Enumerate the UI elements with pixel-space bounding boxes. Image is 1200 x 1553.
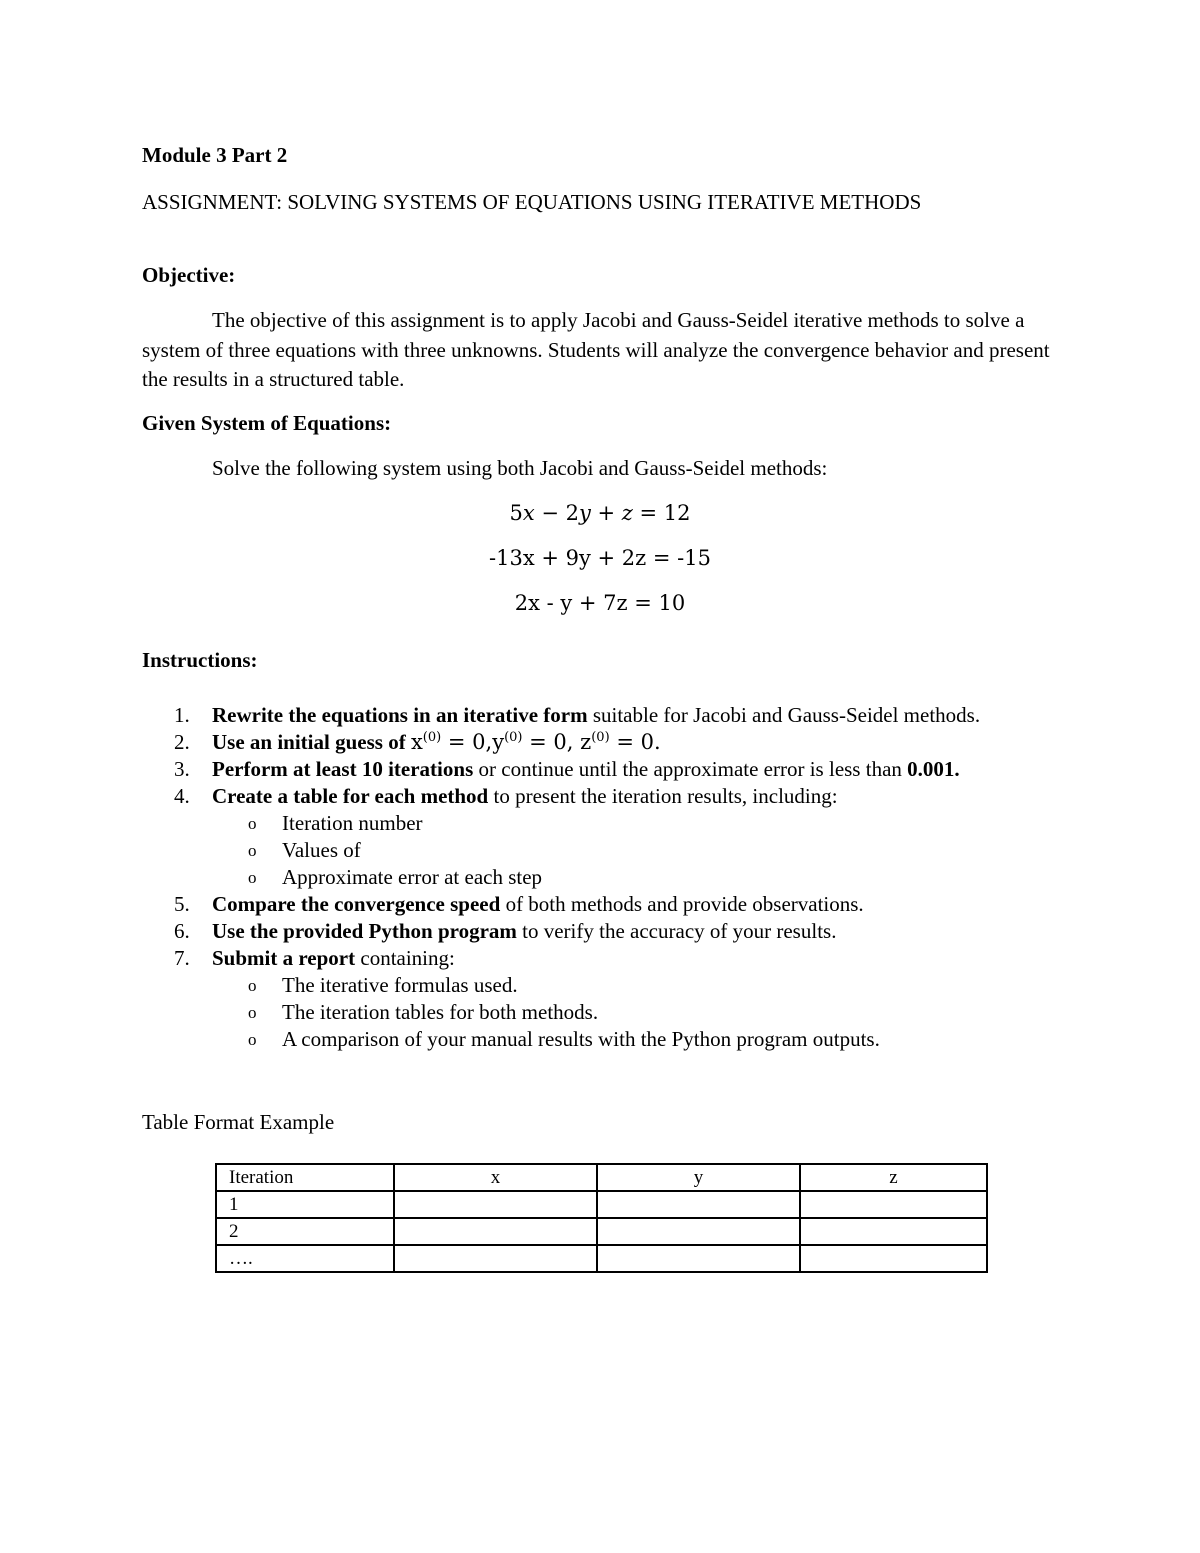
sub-list [212, 810, 1082, 891]
instruction-item [142, 702, 1082, 729]
objective-heading: Objective: [142, 263, 236, 287]
bullet-icon: o [248, 814, 257, 833]
item-text: or continue until the approximate error is less than [473, 757, 908, 781]
item-bold: Use an initial guess of [212, 730, 411, 754]
item-bold: Submit a report [212, 946, 356, 970]
y-cell [597, 1191, 800, 1218]
sub-item: o The iteration tables for both methods. [248, 1000, 599, 1024]
x-cell [394, 1245, 597, 1272]
x-cell [394, 1218, 597, 1245]
item-number: 7. [174, 946, 190, 970]
item-number: 5. [174, 892, 190, 916]
table-row [216, 1191, 987, 1218]
equation-3: 2x - y + 7z = 10 [514, 591, 686, 615]
z-cell [800, 1245, 987, 1272]
sub-list [212, 972, 1082, 1053]
bullet-icon: o [248, 1003, 257, 1022]
given-intro: Solve the following system using both Jacobi and Gauss-Seidel methods: [212, 456, 828, 480]
header-y: y [597, 1164, 800, 1191]
sub-item: o Iteration number [248, 811, 423, 835]
item-bold: Rewrite the equations in an iterative form [212, 703, 588, 727]
z-cell [800, 1218, 987, 1245]
x-cell [394, 1191, 597, 1218]
bullet-icon: o [248, 1030, 257, 1049]
y-cell [597, 1218, 800, 1245]
header-x: x [394, 1164, 597, 1191]
item-text: to present the iteration results, including: [488, 784, 838, 808]
item-bold: Create a table for each method [212, 784, 489, 808]
bullet-icon: o [248, 868, 257, 887]
given-heading: Given System of Equations: [142, 411, 392, 435]
sub-item: o Approximate error at each step [248, 865, 543, 889]
item-number: 6. [174, 919, 190, 943]
initial-guess-math: $x^{(0)} = 0,y^{(0)} = 0$, $z^{(0)} = 0$. [410, 730, 661, 754]
header-z: z [800, 1164, 987, 1191]
instructions-list [142, 702, 1082, 1053]
item-number: 3. [174, 757, 190, 781]
item-number: 1. [174, 703, 190, 727]
iteration-cell: …. [216, 1245, 394, 1272]
table-row [216, 1245, 987, 1272]
bullet-icon: o [248, 841, 257, 860]
table-header-row [216, 1164, 987, 1191]
instruction-item [142, 756, 1082, 783]
objective-paragraph [142, 306, 1062, 395]
item-text: of both methods and provide observations. [500, 892, 864, 916]
header-iteration: Iteration [216, 1164, 394, 1191]
equation-2: -13x + 9y + 2z = -15 [489, 546, 711, 570]
assignment-title: ASSIGNMENT: SOLVING SYSTEMS OF EQUATIONS USING ITERATIVE METHODS [142, 190, 922, 214]
instruction-item [142, 729, 1082, 756]
given-intro-paragraph [142, 454, 1062, 484]
item-number: 2. [174, 730, 190, 754]
item-text: to verify the accuracy of your results. [516, 919, 837, 943]
module-title: Module 3 Part 2 [142, 143, 288, 167]
item-text: suitable for Jacobi and Gauss-Seidel methods. [587, 703, 981, 727]
item-text: containing: [355, 946, 455, 970]
instructions-heading: Instructions: [142, 648, 258, 672]
equation-1: 5𝑥 − 2𝑦 + 𝑧 = 12 [509, 501, 691, 525]
item-bold: Perform at least 10 iterations [212, 757, 474, 781]
iteration-cell: 2 [216, 1218, 394, 1245]
z-cell [800, 1191, 987, 1218]
sub-item: o A comparison of your manual results with the Python program outputs. [248, 1027, 880, 1051]
item-bold: Use the provided Python program [212, 919, 517, 943]
item-number: 4. [174, 784, 190, 808]
instruction-item [142, 891, 1082, 918]
sub-item: o Values of [248, 838, 361, 862]
bullet-icon: o [248, 976, 257, 995]
instruction-item [142, 945, 1082, 1053]
sub-item: o The iterative formulas used. [248, 973, 518, 997]
iteration-table [215, 1163, 988, 1273]
table-format-label: Table Format Example [142, 1110, 335, 1134]
item-bold: Compare the convergence speed [212, 892, 501, 916]
error-threshold: 0.001 [907, 757, 955, 781]
y-cell [597, 1245, 800, 1272]
item-tail: . [954, 757, 960, 781]
objective-text: The objective of this assignment is to apply Jacobi and Gauss-Seidel iterative methods to solve a system of three equations with three unknowns. Students will analyze the convergence behavior and present the results in a structured table. [142, 308, 1050, 391]
instruction-item [142, 783, 1082, 891]
iteration-cell: 1 [216, 1191, 394, 1218]
table-row [216, 1218, 987, 1245]
instruction-item [142, 918, 1082, 945]
